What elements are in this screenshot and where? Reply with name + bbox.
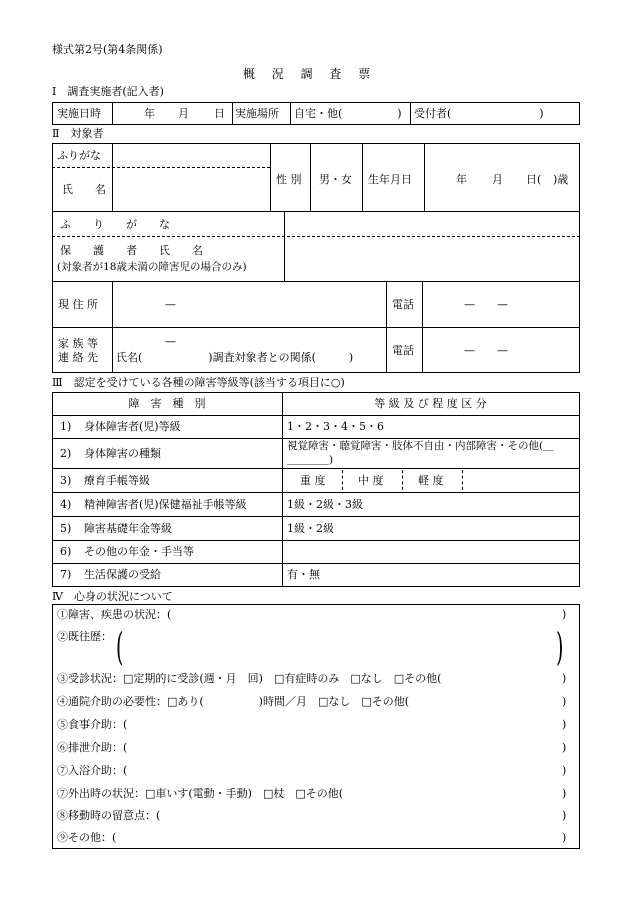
row-2-label: 身体障害の種類 <box>84 447 161 460</box>
row-5-label: 障害基礎年金等級 <box>84 522 172 535</box>
grade-mid: 中 度 <box>358 474 384 487</box>
grade-light: 軽 度 <box>418 474 444 487</box>
row-3-label: 療育手帳等級 <box>84 474 150 487</box>
date-label: 実施日時 <box>57 107 101 120</box>
row-2-no: 2) <box>60 447 72 460</box>
row-1-no: 1) <box>60 420 72 433</box>
section-2-heading: Ⅱ 対象者 <box>52 127 104 140</box>
item-mobility-notes: ⑧移動時の留意点：( <box>57 809 161 822</box>
history-close-paren: ) <box>556 625 564 669</box>
row-6-no: 6) <box>60 545 72 558</box>
row-5-no: 5) <box>60 522 72 535</box>
history-open-paren: ( <box>116 625 124 669</box>
family-name-field: 氏名( )調査対象者との関係( ) <box>116 351 354 364</box>
row-4-label: 精神障害者(児)保健福祉手帳等級 <box>84 498 247 511</box>
page-title: 概況調査票 <box>242 67 387 81</box>
guardian-furigana-label: ふ り が な <box>60 218 170 231</box>
item-mobility-notes-close: ) <box>562 809 567 822</box>
place-label: 実施場所 <box>235 107 279 120</box>
row-5-value: 1級・2級 <box>287 522 334 535</box>
item-hospital-assist: ④通院介助の必要性：□あり( )時間／月 □なし □その他( <box>57 695 410 708</box>
row-7-no: 7) <box>60 568 72 581</box>
item-outing-status: ⑦外出時の状況：□車いす(電動・手動) □杖 □その他( <box>57 787 344 800</box>
receiver-field: 受付者( ) <box>414 107 544 120</box>
item-disease-status: ①障害、疾患の状況：( <box>57 608 172 621</box>
item-bath-assist: ⑦入浴介助：( <box>57 764 128 777</box>
item-other-close: ) <box>562 831 567 844</box>
item-excretion-assist-close: ) <box>562 741 567 754</box>
row-1-value: 1・2・3・4・5・6 <box>287 420 384 433</box>
guardian-note: (対象者が18歳未満の障害児の場合のみ) <box>57 261 247 273</box>
row-7-value: 有・無 <box>287 568 320 581</box>
item-disease-status-close: ) <box>562 608 567 621</box>
family-label-2: 連 絡 先 <box>58 351 98 364</box>
item-meal-assist: ⑤食事介助：( <box>57 718 128 731</box>
row-2-value-cont: ＿＿＿＿) <box>287 454 334 466</box>
birth-label: 生年月日 <box>368 173 412 186</box>
name-label: 氏 名 <box>62 183 106 196</box>
item-medical-visits-close: ) <box>562 672 567 685</box>
section-1-heading: Ⅰ 調査実施者(記入者) <box>52 85 164 98</box>
furigana-label: ふりがな <box>57 149 101 162</box>
col-disability-type: 障 害 種 別 <box>128 397 206 410</box>
family-label-1: 家 族 等 <box>58 337 98 350</box>
birth-month: 月 <box>492 173 503 186</box>
date-year: 年 <box>144 107 155 120</box>
address-dash: — <box>165 298 176 311</box>
row-6-label: その他の年金・手当等 <box>84 545 194 558</box>
row-4-no: 4) <box>60 498 72 511</box>
row-7-label: 生活保護の受給 <box>84 568 161 581</box>
grade-heavy: 重 度 <box>300 474 326 487</box>
address-phone-value: — — <box>464 298 508 311</box>
row-4-value: 1級・2級・3級 <box>287 498 363 511</box>
family-phone-value: — — <box>464 344 508 357</box>
row-2-value: 視覚障害・聴覚障害・肢体不自由・内部障害・その他(＿ <box>287 440 554 452</box>
col-grade: 等 級 及 び 程 度 区 分 <box>374 397 487 410</box>
row-3-no: 3) <box>60 474 72 487</box>
item-medical-visits: ③受診状況：□定期的に受診(週・月 回) □有症時のみ □なし □その他( <box>57 672 442 685</box>
age-label: )歳 <box>553 173 569 186</box>
birth-day: 日( <box>526 173 542 186</box>
section-3-heading: Ⅲ 認定を受けている各種の障害等級等(該当する項目に○) <box>52 376 345 389</box>
item-other: ⑨その他：( <box>57 831 117 844</box>
address-label: 現 住 所 <box>58 298 98 311</box>
sex-value: 男・女 <box>319 173 352 186</box>
item-excretion-assist: ⑥排泄介助：( <box>57 741 128 754</box>
family-dash: — <box>165 335 176 348</box>
item-bath-assist-close: ) <box>562 764 567 777</box>
address-phone-label: 電話 <box>392 298 414 311</box>
place-value: 自宅・他( ) <box>294 107 402 120</box>
row-1-label: 身体障害者(児)等級 <box>84 420 181 433</box>
section-4-heading: Ⅳ 心身の状況について <box>52 590 173 603</box>
family-phone-label: 電話 <box>392 344 414 357</box>
date-month: 月 <box>178 107 189 120</box>
date-day: 日 <box>214 107 225 120</box>
item-meal-assist-close: ) <box>562 718 567 731</box>
item-history: ②既往歴： <box>57 630 112 643</box>
guardian-name-label: 保 護 者 氏 名 <box>60 244 203 257</box>
sex-label: 性 別 <box>276 173 302 186</box>
form-number: 様式第2号(第4条関係) <box>52 43 163 56</box>
birth-year: 年 <box>456 173 467 186</box>
item-hospital-assist-close: ) <box>562 695 567 708</box>
item-outing-status-close: ) <box>562 787 567 800</box>
